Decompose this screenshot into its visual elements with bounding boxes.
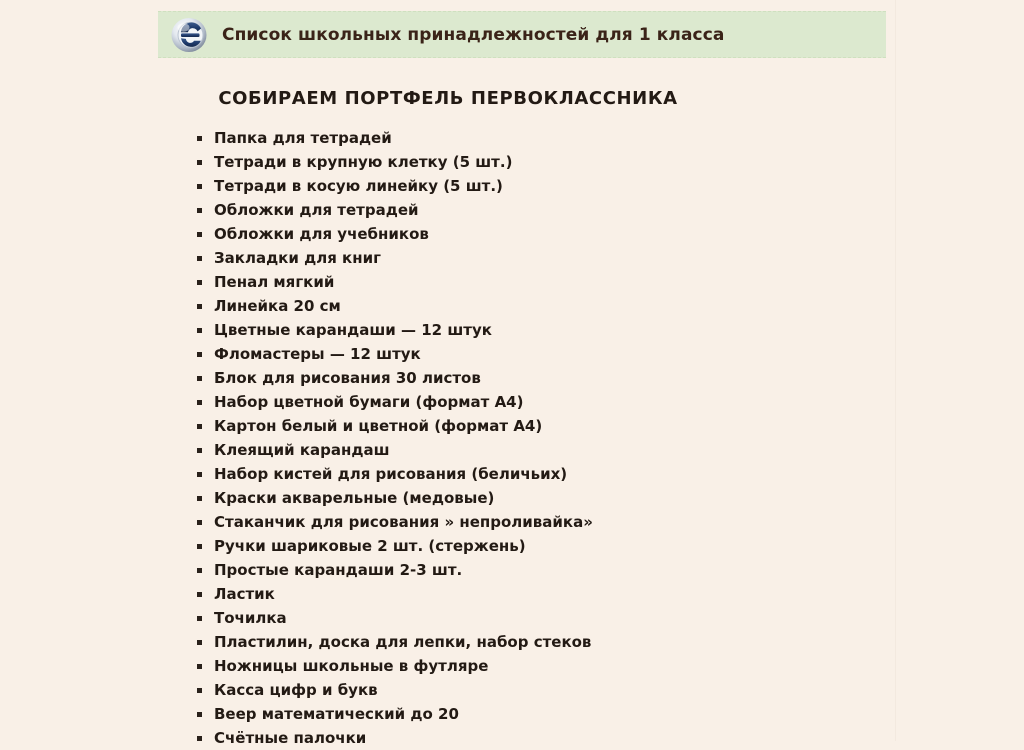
- list-item: [197, 486, 593, 510]
- list-item-label: Картон белый и цветной (формат А4): [214, 417, 543, 435]
- list-item: [197, 318, 593, 342]
- list-item-label: Клеящий карандаш: [214, 441, 390, 459]
- list-item-label: Краски акварельные (медовые): [214, 489, 495, 507]
- bullet-square-icon: [197, 376, 202, 381]
- list-item-label: Линейка 20 см: [214, 297, 341, 315]
- bullet-square-icon: [197, 232, 202, 237]
- page-header-title: Список школьных принадлежностей для 1 класса: [222, 24, 725, 45]
- list-item: [197, 414, 593, 438]
- bullet-square-icon: [197, 160, 202, 165]
- list-item: [197, 342, 593, 366]
- list-item: [197, 726, 593, 750]
- list-item-label: Тетради в крупную клетку (5 шт.): [214, 153, 513, 171]
- list-item: [197, 174, 593, 198]
- list-item: [197, 510, 593, 534]
- list-item: [197, 678, 593, 702]
- list-item-label: Закладки для книг: [214, 249, 381, 267]
- bullet-square-icon: [197, 616, 202, 621]
- bullet-square-icon: [197, 544, 202, 549]
- list-item: [197, 198, 593, 222]
- list-item: [197, 606, 593, 630]
- list-item: [197, 582, 593, 606]
- list-item: [197, 534, 593, 558]
- internet-explorer-icon: [168, 14, 210, 56]
- list-item: [197, 222, 593, 246]
- list-item: [197, 366, 593, 390]
- list-item-label: Стаканчик для рисования » непроливайка»: [214, 513, 593, 531]
- bullet-square-icon: [197, 400, 202, 405]
- list-item: [197, 126, 593, 150]
- list-item: [197, 462, 593, 486]
- list-item-label: Касса цифр и букв: [214, 681, 378, 699]
- list-item-label: Простые карандаши 2-3 шт.: [214, 561, 463, 579]
- list-item: [197, 294, 593, 318]
- bullet-square-icon: [197, 496, 202, 501]
- list-item-label: Точилка: [214, 609, 287, 627]
- content-column-rule: [895, 0, 896, 741]
- list-item: [197, 246, 593, 270]
- bullet-square-icon: [197, 304, 202, 309]
- bullet-square-icon: [197, 136, 202, 141]
- list-item-label: Счётные палочки: [214, 729, 367, 747]
- bullet-square-icon: [197, 328, 202, 333]
- list-item: [197, 438, 593, 462]
- bullet-square-icon: [197, 208, 202, 213]
- bullet-square-icon: [197, 280, 202, 285]
- list-item: [197, 558, 593, 582]
- list-item-label: Обложки для тетрадей: [214, 201, 419, 219]
- bullet-square-icon: [197, 736, 202, 741]
- list-item-label: Фломастеры — 12 штук: [214, 345, 421, 363]
- school-supplies-list: [197, 126, 593, 750]
- list-item-label: Ручки шариковые 2 шт. (стержень): [214, 537, 526, 555]
- bullet-square-icon: [197, 448, 202, 453]
- bullet-square-icon: [197, 184, 202, 189]
- page-title: СОБИРАЕМ ПОРТФЕЛЬ ПЕРВОКЛАССНИКА: [218, 88, 678, 109]
- bullet-square-icon: [197, 424, 202, 429]
- bullet-square-icon: [197, 520, 202, 525]
- list-item: [197, 630, 593, 654]
- bullet-square-icon: [197, 688, 202, 693]
- list-item-label: Папка для тетрадей: [214, 129, 392, 147]
- list-item-label: Пластилин, доска для лепки, набор стеков: [214, 633, 592, 651]
- bullet-square-icon: [197, 712, 202, 717]
- list-item: [197, 702, 593, 726]
- list-item-label: Веер математический до 20: [214, 705, 459, 723]
- list-item-label: Набор цветной бумаги (формат А4): [214, 393, 524, 411]
- list-item: [197, 270, 593, 294]
- list-item-label: Ножницы школьные в футляре: [214, 657, 489, 675]
- bullet-square-icon: [197, 592, 202, 597]
- list-item: [197, 654, 593, 678]
- list-item-label: Обложки для учебников: [214, 225, 429, 243]
- bullet-square-icon: [197, 352, 202, 357]
- bullet-square-icon: [197, 640, 202, 645]
- list-item-label: Тетради в косую линейку (5 шт.): [214, 177, 503, 195]
- bullet-square-icon: [197, 472, 202, 477]
- page-header-band: [158, 11, 886, 58]
- list-item-label: Блок для рисования 30 листов: [214, 369, 481, 387]
- list-item-label: Набор кистей для рисования (беличьих): [214, 465, 568, 483]
- list-item: [197, 390, 593, 414]
- list-item-label: Пенал мягкий: [214, 273, 335, 291]
- list-item-label: Цветные карандаши — 12 штук: [214, 321, 492, 339]
- list-item-label: Ластик: [214, 585, 275, 603]
- bullet-square-icon: [197, 664, 202, 669]
- bullet-square-icon: [197, 568, 202, 573]
- bullet-square-icon: [197, 256, 202, 261]
- list-item: [197, 150, 593, 174]
